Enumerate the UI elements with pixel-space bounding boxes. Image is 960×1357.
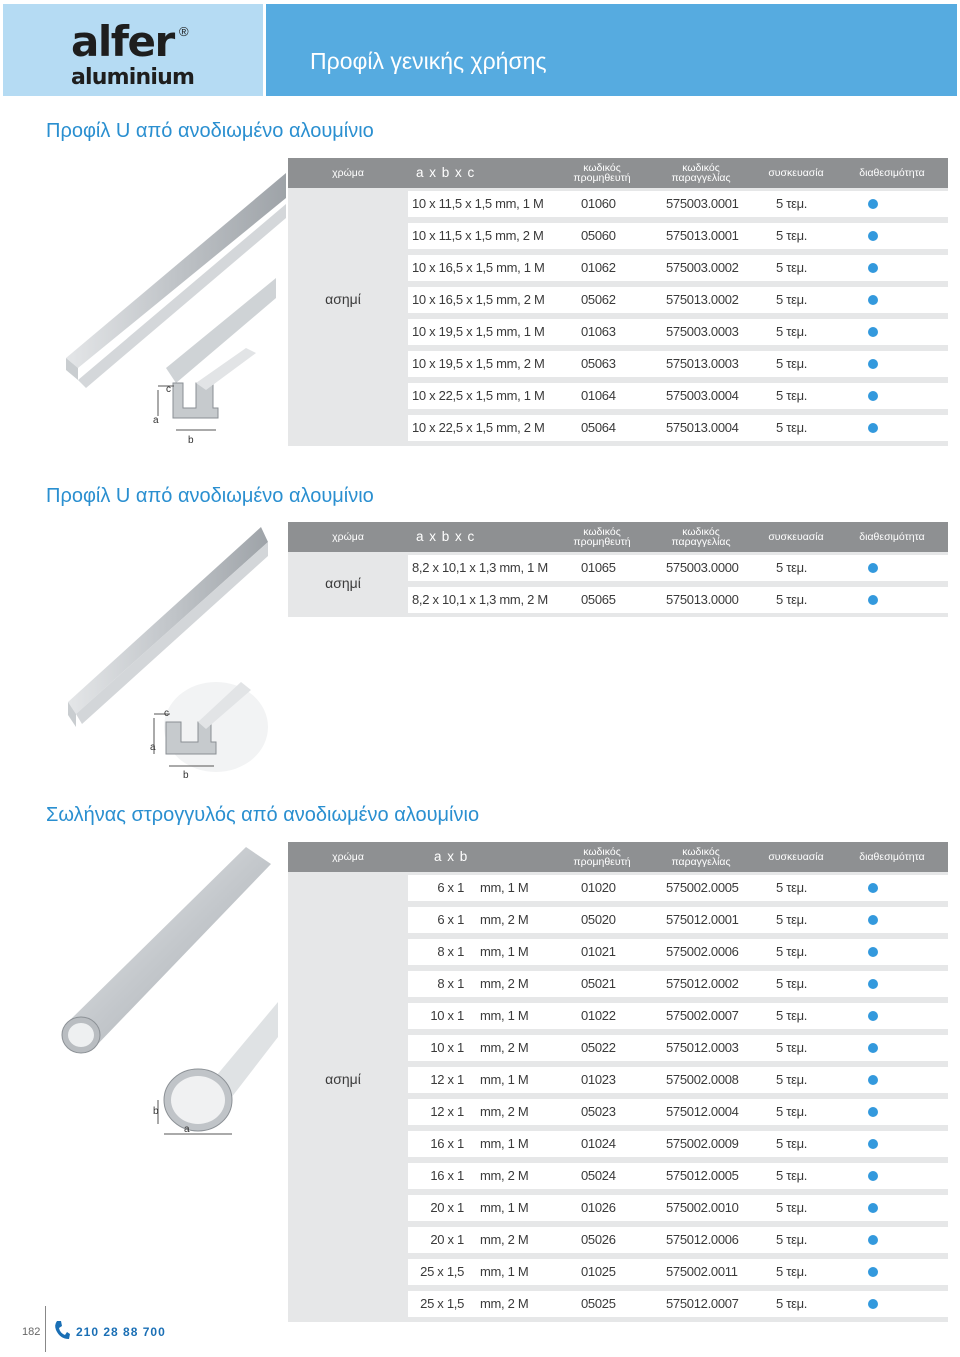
table-row — [408, 875, 948, 901]
table-row — [408, 939, 948, 965]
title-banner — [266, 4, 957, 96]
packaging: 5 τεμ. — [776, 228, 808, 243]
dimension-a: 10 x 1 — [430, 1008, 464, 1023]
order-code: 575002.0006 — [666, 944, 739, 959]
dimension-a: 20 x 1 — [430, 1200, 464, 1215]
supplier-code: 05020 — [581, 912, 616, 927]
supplier-code: 01023 — [581, 1072, 616, 1087]
table-row — [408, 319, 948, 345]
dim-label-c: c — [164, 708, 169, 719]
table-row — [408, 1003, 948, 1029]
packaging: 5 τεμ. — [776, 976, 808, 991]
packaging: 5 τεμ. — [776, 1040, 808, 1055]
supplier-code: 05060 — [581, 228, 616, 243]
col-supplier-code: κωδικός προμηθευτή — [573, 526, 631, 548]
order-code: 575002.0009 — [666, 1136, 739, 1151]
page-header — [0, 0, 960, 98]
supplier-code: 01060 — [581, 196, 616, 211]
table-row — [408, 1227, 948, 1253]
availability-indicator — [868, 1203, 878, 1213]
phone-icon — [54, 1320, 70, 1345]
footer-divider — [45, 1306, 46, 1352]
table-row — [408, 287, 948, 313]
dim-label-a: a — [153, 415, 159, 426]
dimension-a: 16 x 1 — [430, 1136, 464, 1151]
supplier-code: 01022 — [581, 1008, 616, 1023]
availability-indicator — [868, 1043, 878, 1053]
table-header — [288, 522, 948, 552]
dimension-b: mm, 2 M — [480, 1040, 529, 1055]
packaging: 5 τεμ. — [776, 592, 808, 607]
supplier-code: 05022 — [581, 1040, 616, 1055]
dimension-b: mm, 1 M — [480, 1264, 529, 1279]
dimensions: 10 x 19,5 x 1,5 mm, 2 M — [412, 356, 545, 371]
packaging: 5 τεμ. — [776, 944, 808, 959]
order-code: 575002.0010 — [666, 1200, 739, 1215]
color-value: ασημί — [325, 575, 361, 591]
order-code: 575013.0003 — [666, 356, 739, 371]
table-row — [408, 1259, 948, 1285]
packaging: 5 τεμ. — [776, 1168, 808, 1183]
supplier-code: 05025 — [581, 1296, 616, 1311]
table-row — [408, 1195, 948, 1221]
supplier-code: 05023 — [581, 1104, 616, 1119]
packaging: 5 τεμ. — [776, 260, 808, 275]
availability-indicator — [868, 1107, 878, 1117]
table-header — [288, 158, 948, 188]
dimension-b: mm, 1 M — [480, 1072, 529, 1087]
order-code: 575003.0000 — [666, 560, 739, 575]
logo-subtitle: aluminium — [71, 65, 195, 90]
supplier-code: 01062 — [581, 260, 616, 275]
availability-indicator — [868, 979, 878, 989]
dimension-a: 8 x 1 — [437, 976, 464, 991]
packaging: 5 τεμ. — [776, 388, 808, 403]
order-code: 575012.0007 — [666, 1296, 739, 1311]
color-value: ασημί — [325, 291, 361, 307]
logo-registered-mark: ® — [179, 24, 189, 39]
availability-indicator — [868, 199, 878, 209]
packaging: 5 τεμ. — [776, 880, 808, 895]
dimension-b: mm, 1 M — [480, 880, 529, 895]
dimensions: 10 x 16,5 x 1,5 mm, 2 M — [412, 292, 545, 307]
dimensions: 8,2 x 10,1 x 1,3 mm, 1 M — [412, 560, 548, 575]
packaging: 5 τεμ. — [776, 292, 808, 307]
availability-indicator — [868, 595, 878, 605]
table-row — [408, 255, 948, 281]
order-code: 575002.0008 — [666, 1072, 739, 1087]
col-packaging: συσκευασία — [768, 167, 824, 179]
availability-indicator — [868, 883, 878, 893]
dim-label-c: c — [166, 384, 171, 395]
availability-indicator — [868, 1075, 878, 1085]
dimension-a: 8 x 1 — [437, 944, 464, 959]
table-row — [408, 351, 948, 377]
col-color: χρώμα — [332, 531, 364, 543]
packaging: 5 τεμ. — [776, 1008, 808, 1023]
order-code: 575012.0004 — [666, 1104, 739, 1119]
dimension-a: 6 x 1 — [437, 880, 464, 895]
availability-indicator — [868, 915, 878, 925]
col-dimensions: a x b x c — [416, 165, 476, 180]
table-row — [408, 223, 948, 249]
order-code: 575003.0003 — [666, 324, 739, 339]
dimension-b: mm, 1 M — [480, 944, 529, 959]
dimensions: 8,2 x 10,1 x 1,3 mm, 2 M — [412, 592, 548, 607]
availability-indicator — [868, 1139, 878, 1149]
supplier-code: 01064 — [581, 388, 616, 403]
order-code: 575012.0002 — [666, 976, 739, 991]
logo-word: alfer — [71, 17, 174, 66]
availability-indicator — [868, 947, 878, 957]
table-row — [408, 1163, 948, 1189]
packaging: 5 τεμ. — [776, 1264, 808, 1279]
u-profile-product-image — [46, 158, 288, 446]
packaging: 5 τεμ. — [776, 1232, 808, 1247]
availability-indicator — [868, 1235, 878, 1245]
table-row — [408, 1035, 948, 1061]
table-row — [408, 415, 948, 441]
packaging: 5 τεμ. — [776, 1072, 808, 1087]
col-order-code: κωδικός παραγγελίας — [671, 162, 731, 184]
col-packaging: συσκευασία — [768, 531, 824, 543]
supplier-code: 01063 — [581, 324, 616, 339]
col-availability: διαθεσιμότητα — [859, 851, 925, 863]
dim-label-b: b — [153, 1106, 159, 1117]
packaging: 5 τεμ. — [776, 1104, 808, 1119]
dimension-a: 6 x 1 — [437, 912, 464, 927]
supplier-code: 05064 — [581, 420, 616, 435]
order-code: 575013.0001 — [666, 228, 739, 243]
col-order-code: κωδικός παραγγελίας — [671, 526, 731, 548]
dimensions: 10 x 11,5 x 1,5 mm, 1 M — [412, 196, 544, 211]
order-code: 575003.0002 — [666, 260, 739, 275]
table-row — [408, 971, 948, 997]
page-number: 182 — [22, 1326, 41, 1338]
order-code: 575002.0007 — [666, 1008, 739, 1023]
dimensions: 10 x 22,5 x 1,5 mm, 2 M — [412, 420, 545, 435]
availability-indicator — [868, 391, 878, 401]
supplier-code: 05065 — [581, 592, 616, 607]
dim-label-a: a — [150, 742, 156, 753]
footer-phone[interactable]: 210 28 88 700 — [76, 1325, 166, 1339]
dimension-b: mm, 2 M — [480, 912, 529, 927]
supplier-code: 05026 — [581, 1232, 616, 1247]
table-row — [408, 191, 948, 217]
dimensions: 10 x 11,5 x 1,5 mm, 2 M — [412, 228, 544, 243]
dimension-b: mm, 2 M — [480, 1168, 529, 1183]
section-title-u-profile-2: Προφίλ U από ανοδιωμένο αλουμίνιο — [46, 485, 374, 507]
dimension-b: mm, 2 M — [480, 1296, 529, 1311]
table-row — [408, 383, 948, 409]
supplier-code: 01065 — [581, 560, 616, 575]
packaging: 5 τεμ. — [776, 560, 808, 575]
dimension-a: 25 x 1,5 — [420, 1296, 464, 1311]
availability-indicator — [868, 1299, 878, 1309]
col-dimensions: a x b x c — [416, 529, 476, 544]
order-code: 575012.0005 — [666, 1168, 739, 1183]
order-code: 575013.0002 — [666, 292, 739, 307]
page-title: Προφίλ γενικής χρήσης — [310, 48, 547, 74]
col-packaging: συσκευασία — [768, 851, 824, 863]
table-row — [408, 1131, 948, 1157]
dimensions: 10 x 22,5 x 1,5 mm, 1 M — [412, 388, 545, 403]
color-value: ασημί — [325, 1071, 361, 1087]
dimension-a: 12 x 1 — [430, 1072, 464, 1087]
table-header — [288, 842, 948, 872]
supplier-code: 05024 — [581, 1168, 616, 1183]
dimension-a: 12 x 1 — [430, 1104, 464, 1119]
table-row — [408, 587, 948, 613]
order-code: 575002.0005 — [666, 880, 739, 895]
supplier-code: 01025 — [581, 1264, 616, 1279]
table-row — [408, 1291, 948, 1317]
order-code: 575013.0004 — [666, 420, 739, 435]
col-availability: διαθεσιμότητα — [859, 167, 925, 179]
order-code: 575012.0006 — [666, 1232, 739, 1247]
section-title-u-profile-1: Προφίλ U από ανοδιωμένο αλουμίνιο — [46, 120, 374, 142]
col-supplier-code: κωδικός προμηθευτή — [573, 162, 631, 184]
dimension-b: mm, 1 M — [480, 1136, 529, 1151]
dimension-b: mm, 1 M — [480, 1008, 529, 1023]
dim-label-b: b — [188, 435, 194, 446]
dim-label-b: b — [183, 770, 189, 781]
brand-logo — [3, 4, 263, 96]
dimensions: 10 x 19,5 x 1,5 mm, 1 M — [412, 324, 545, 339]
table-row — [408, 555, 948, 581]
supplier-code: 05062 — [581, 292, 616, 307]
order-code: 575012.0003 — [666, 1040, 739, 1055]
col-dimensions: a x b — [434, 849, 469, 864]
availability-indicator — [868, 295, 878, 305]
order-code: 575003.0004 — [666, 388, 739, 403]
u-profile-small-product-image — [46, 522, 288, 790]
dimension-b: mm, 2 M — [480, 1232, 529, 1247]
packaging: 5 τεμ. — [776, 356, 808, 371]
dimension-a: 25 x 1,5 — [420, 1264, 464, 1279]
section-title-round-tube: Σωλήνας στρογγυλός από ανοδιωμένο αλουμίνιο — [46, 804, 480, 826]
col-color: χρώμα — [332, 851, 364, 863]
order-code: 575012.0001 — [666, 912, 739, 927]
dimension-a: 10 x 1 — [430, 1040, 464, 1055]
col-order-code: κωδικός παραγγελίας — [671, 846, 731, 868]
availability-indicator — [868, 359, 878, 369]
availability-indicator — [868, 423, 878, 433]
packaging: 5 τεμ. — [776, 1296, 808, 1311]
packaging: 5 τεμ. — [776, 912, 808, 927]
packaging: 5 τεμ. — [776, 324, 808, 339]
dimension-b: mm, 1 M — [480, 1200, 529, 1215]
col-color: χρώμα — [332, 167, 364, 179]
dimension-a: 16 x 1 — [430, 1168, 464, 1183]
supplier-code: 05021 — [581, 976, 616, 991]
packaging: 5 τεμ. — [776, 420, 808, 435]
round-tube-product-image — [46, 842, 288, 1142]
col-availability: διαθεσιμότητα — [859, 531, 925, 543]
packaging: 5 τεμ. — [776, 1136, 808, 1151]
col-supplier-code: κωδικός προμηθευτή — [573, 846, 631, 868]
availability-indicator — [868, 1267, 878, 1277]
table-row — [408, 1067, 948, 1093]
availability-indicator — [868, 1171, 878, 1181]
order-code: 575002.0011 — [666, 1264, 738, 1279]
supplier-code: 01024 — [581, 1136, 616, 1151]
availability-indicator — [868, 1011, 878, 1021]
dimensions: 10 x 16,5 x 1,5 mm, 1 M — [412, 260, 545, 275]
availability-indicator — [868, 327, 878, 337]
supplier-code: 01021 — [581, 944, 616, 959]
dimension-b: mm, 2 M — [480, 1104, 529, 1119]
order-code: 575003.0001 — [666, 196, 739, 211]
availability-indicator — [868, 231, 878, 241]
packaging: 5 τεμ. — [776, 1200, 808, 1215]
table-row — [408, 1099, 948, 1125]
supplier-code: 05063 — [581, 356, 616, 371]
availability-indicator — [868, 263, 878, 273]
availability-indicator — [868, 563, 878, 573]
order-code: 575013.0000 — [666, 592, 739, 607]
dimension-a: 20 x 1 — [430, 1232, 464, 1247]
supplier-code: 01026 — [581, 1200, 616, 1215]
packaging: 5 τεμ. — [776, 196, 808, 211]
table-row — [408, 907, 948, 933]
dim-label-a: a — [184, 1124, 190, 1135]
dimension-b: mm, 2 M — [480, 976, 529, 991]
supplier-code: 01020 — [581, 880, 616, 895]
